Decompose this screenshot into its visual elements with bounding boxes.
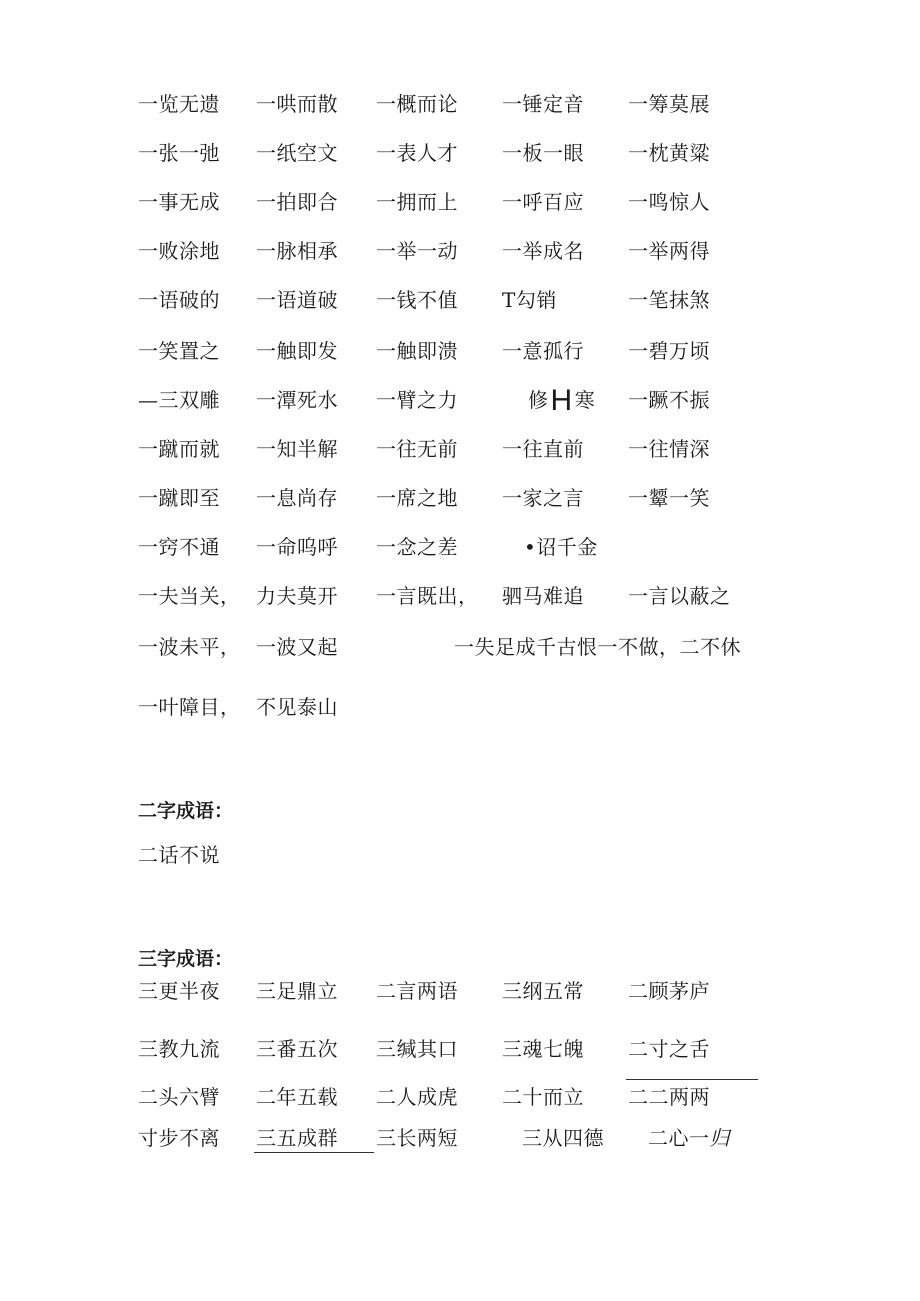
row-10 <box>0 527 920 567</box>
idiom: 寸步不离 <box>138 1126 220 1150</box>
idiom: 二话不说 <box>138 843 220 867</box>
row-4 <box>0 231 920 271</box>
row-12 <box>0 627 920 667</box>
idiom-garbled <box>528 380 595 421</box>
idiom: 二二两两 <box>628 1085 710 1109</box>
row-5 <box>0 280 920 320</box>
idiom: 一触即溃 <box>376 339 458 363</box>
garbled-char: 修 <box>528 388 549 412</box>
idiom: 一蹴即至 <box>138 486 220 510</box>
idiom: 一往无前 <box>376 437 458 461</box>
idiom: 一笑置之 <box>138 339 220 363</box>
idiom: 三长两短 <box>376 1126 458 1150</box>
idiom: 三缄其口 <box>376 1037 458 1061</box>
idiom: 一纸空文 <box>256 141 338 165</box>
idiom: 二寸之舌 <box>628 1037 710 1061</box>
idiom: 二年五载 <box>256 1085 338 1109</box>
idiom: 一席之地 <box>376 486 458 510</box>
idiom: 一颦一笑 <box>628 486 710 510</box>
idiom: 一鸣惊人 <box>628 190 710 214</box>
idiom: 一脉相承 <box>256 239 338 263</box>
idiom: 一事无成 <box>138 190 220 214</box>
idiom: 二顾茅庐 <box>628 979 710 1003</box>
idiom: 一蹶不振 <box>628 388 710 412</box>
idiom: 三从四德 <box>522 1126 604 1150</box>
idiom: 一叶障目， <box>138 695 241 719</box>
italic-char: 归 <box>709 1126 730 1150</box>
idiom: 一意孤行 <box>502 339 584 363</box>
idiom: 一钱不值 <box>376 288 458 312</box>
row-8 <box>0 429 920 469</box>
idiom: 一拥而上 <box>376 190 458 214</box>
row-9 <box>0 478 920 518</box>
idiom: 一概而论 <box>376 92 458 116</box>
idiom: 三番五次 <box>256 1037 338 1061</box>
idiom: 一失足成千古恨一不做，二不休 <box>454 635 741 659</box>
row-3-4 <box>0 1118 920 1158</box>
idiom: 一夫当关， <box>138 584 241 608</box>
idiom: 一触即发 <box>256 339 338 363</box>
idiom: 三教九流 <box>138 1037 220 1061</box>
idiom: 一败涂地 <box>138 239 220 263</box>
row-3-3 <box>0 1077 920 1117</box>
garbled-big-h: H <box>550 384 573 417</box>
idiom: 二人成虎 <box>376 1085 458 1109</box>
idiom: 三足鼎立 <box>256 979 338 1003</box>
idiom: 一拍即合 <box>256 190 338 214</box>
row-13 <box>0 687 920 727</box>
idiom: 驷马难追 <box>502 584 584 608</box>
row-1 <box>0 84 920 124</box>
idiom: 一臂之力 <box>376 388 458 412</box>
idiom: 不见泰山 <box>256 695 338 719</box>
idiom: 一碧万顷 <box>628 339 710 363</box>
idiom: T勾销 <box>502 288 557 312</box>
idiom-part: 二心一 <box>648 1126 710 1150</box>
idiom: 一往情深 <box>628 437 710 461</box>
idiom: 一哄而散 <box>256 92 338 116</box>
idiom: 一波未平， <box>138 635 241 659</box>
idiom: 一蹴而就 <box>138 437 220 461</box>
idiom: 力夫莫开 <box>256 584 338 608</box>
idiom: •诏千金 <box>524 535 598 559</box>
idiom: 一知半解 <box>256 437 338 461</box>
idiom: 一窍不通 <box>138 535 220 559</box>
idiom: 一语道破 <box>256 288 338 312</box>
row-3-1 <box>0 971 920 1011</box>
idiom: 一举两得 <box>628 239 710 263</box>
heading-two-char: 二字成语： <box>138 800 234 822</box>
idiom: 一潭死水 <box>256 388 338 412</box>
idiom: 三纲五常 <box>502 979 584 1003</box>
idiom: 一往直前 <box>502 437 584 461</box>
heading-three-char: 三字成语： <box>138 948 234 970</box>
idiom: —三双雕 <box>138 388 220 412</box>
idiom: 一筹莫展 <box>628 92 710 116</box>
idiom: 一锤定音 <box>502 92 584 116</box>
idiom: 一张一弛 <box>138 141 220 165</box>
idiom: 一家之言 <box>502 486 584 510</box>
idiom: 一言以蔽之 <box>628 584 731 608</box>
idiom: 一波又起 <box>256 635 338 659</box>
idiom: 三五成群 <box>256 1126 338 1150</box>
row-7 <box>0 380 920 420</box>
idiom: 二头六臂 <box>138 1085 220 1109</box>
garbled-char: 寒 <box>574 388 596 412</box>
row-6 <box>0 331 920 371</box>
idiom: 一息尚存 <box>256 486 338 510</box>
idiom: 一举成名 <box>502 239 584 263</box>
idiom: 一言既出， <box>376 584 479 608</box>
idiom: 一板一眼 <box>502 141 584 165</box>
row-11 <box>0 576 920 616</box>
idiom: 一呼百应 <box>502 190 584 214</box>
row-3-2 <box>0 1029 920 1069</box>
row-3 <box>0 182 920 222</box>
row-two <box>0 835 920 875</box>
idiom: 三魂七魄 <box>502 1037 584 1061</box>
underline-rule <box>254 1152 374 1153</box>
idiom: 二十而立 <box>502 1085 584 1109</box>
idiom: 一笔抹煞 <box>628 288 710 312</box>
idiom: 一举一动 <box>376 239 458 263</box>
idiom: 一命呜呼 <box>256 535 338 559</box>
row-2 <box>0 133 920 173</box>
idiom: 一念之差 <box>376 535 458 559</box>
idiom: 一语破的 <box>138 288 220 312</box>
idiom: 一枕黄粱 <box>628 141 710 165</box>
idiom: 三更半夜 <box>138 979 220 1003</box>
idiom-with-italic <box>648 1118 730 1158</box>
idiom: 二言两语 <box>376 979 458 1003</box>
idiom: 一表人才 <box>376 141 458 165</box>
idiom: 一览无遗 <box>138 92 220 116</box>
